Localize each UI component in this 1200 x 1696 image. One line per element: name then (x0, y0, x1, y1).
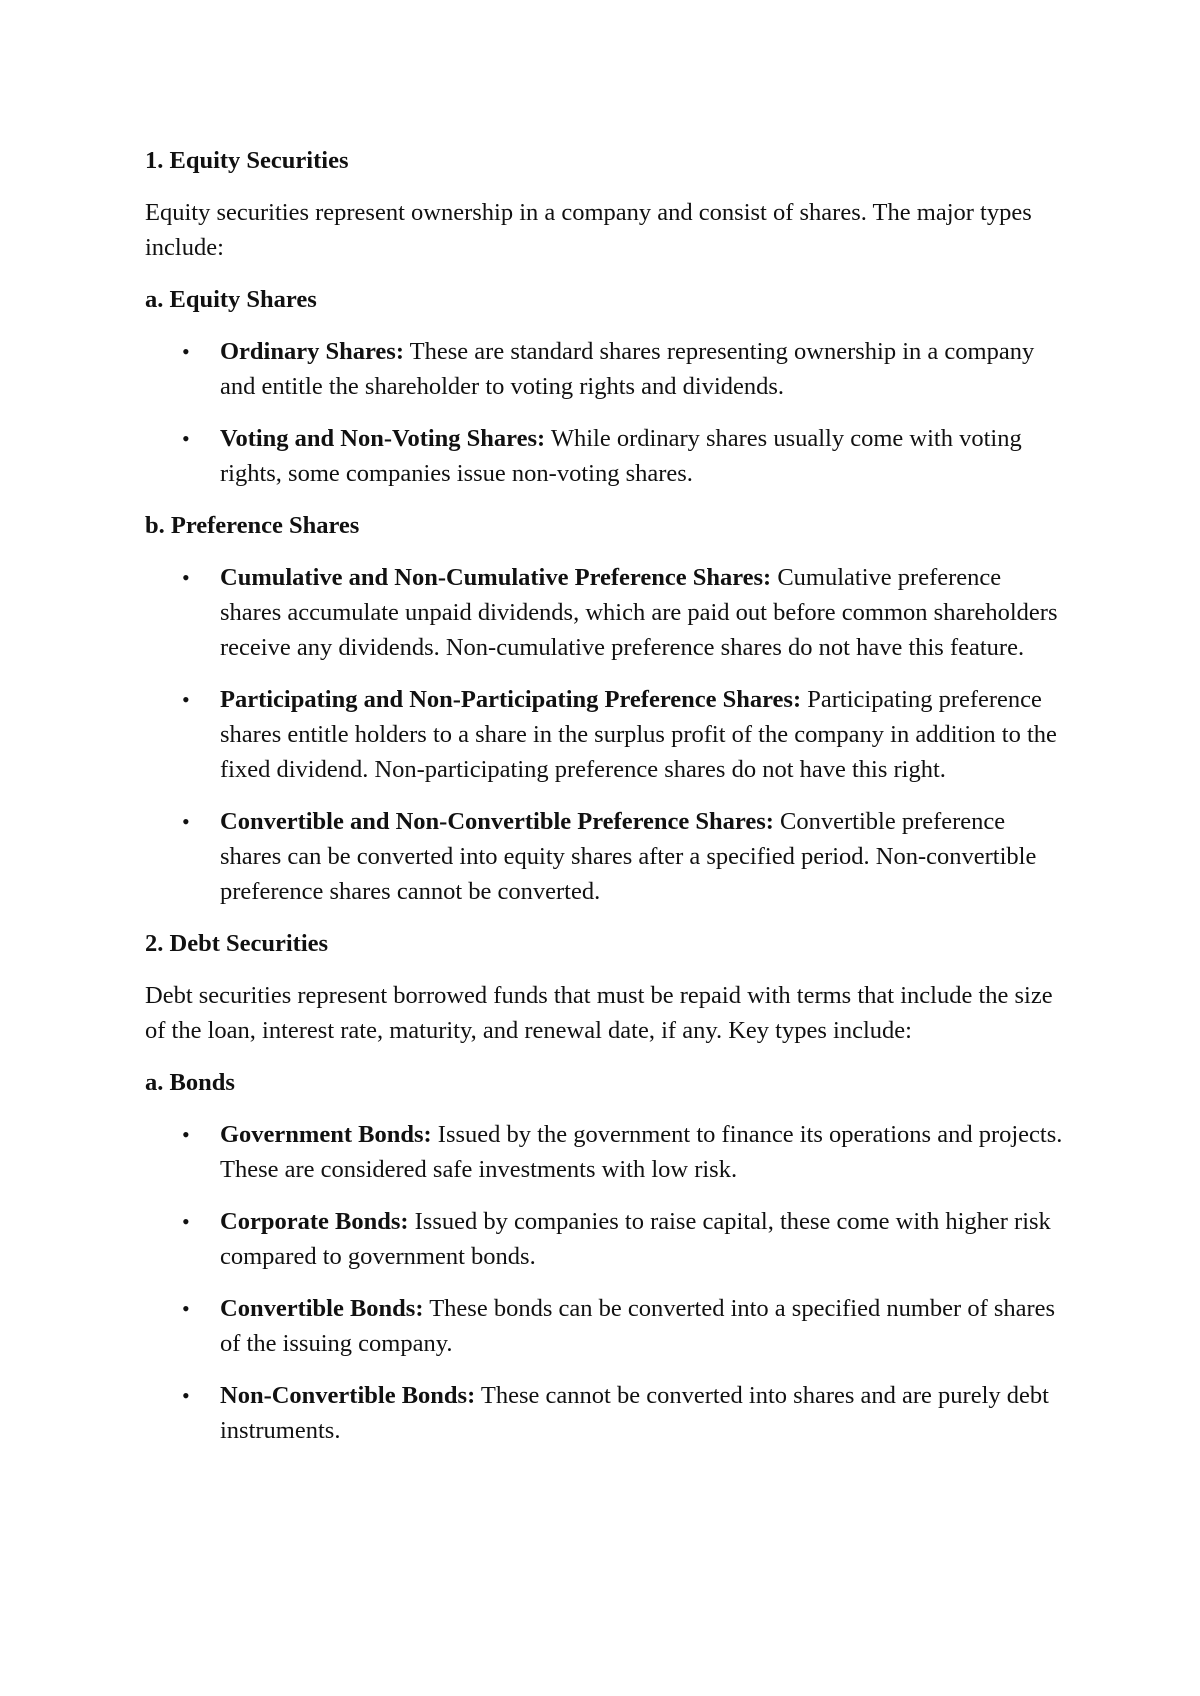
item-text: Participating preference shares entitle holders to a share in the surplus profit of the company in addition to the fixed dividend. Non-participating preference shares do not have this right. (220, 686, 1057, 783)
bullet-icon: • (182, 1383, 190, 1408)
subsection-heading: b. Preference Shares (145, 512, 360, 539)
item-text: Issued by companies to raise capital, these come with higher risk compared to government bonds. (220, 1208, 1051, 1270)
list-item (145, 421, 1065, 491)
item-text: While ordinary shares usually come with voting rights, some companies issue non-voting shares. (220, 425, 1022, 487)
list-item (145, 1291, 1065, 1361)
subsection-heading: a. Equity Shares (145, 286, 317, 313)
list-item (145, 1378, 1065, 1448)
bullet-icon: • (182, 426, 190, 451)
bullet-icon: • (182, 1122, 190, 1147)
item-term: Voting and Non-Voting Shares: (220, 425, 546, 452)
item-text: Issued by the government to finance its operations and projects. These are considered safe investments with low risk. (220, 1121, 1063, 1183)
item-term: Convertible Bonds: (220, 1295, 424, 1322)
section-heading: 2. Debt Securities (145, 930, 329, 957)
item-term: Corporate Bonds: (220, 1208, 409, 1235)
list-item (145, 334, 1065, 404)
bullet-icon: • (182, 687, 190, 712)
item-term: Non-Convertible Bonds: (220, 1382, 476, 1409)
list-item (145, 682, 1065, 787)
item-term: Convertible and Non-Convertible Preference Shares: (220, 808, 774, 835)
item-term: Government Bonds: (220, 1121, 432, 1148)
bullet-icon: • (182, 809, 190, 834)
document-page (145, 143, 1065, 1465)
item-text: Convertible preference shares can be converted into equity shares after a specified period. Non-convertible preference shares cannot be converted. (220, 808, 1037, 905)
item-text: These are standard shares representing ownership in a company and entitle the shareholder to voting rights and dividends. (220, 338, 1035, 400)
list-item (145, 1204, 1065, 1274)
bullet-list (145, 1117, 1065, 1448)
bullet-icon: • (182, 1296, 190, 1321)
section-heading: 1. Equity Securities (145, 147, 349, 174)
item-term: Cumulative and Non-Cumulative Preference Shares: (220, 564, 772, 591)
list-item (145, 1117, 1065, 1187)
item-term: Participating and Non-Participating Preference Shares: (220, 686, 802, 713)
item-term: Ordinary Shares: (220, 338, 404, 365)
bullet-icon: • (182, 339, 190, 364)
bullet-icon: • (182, 565, 190, 590)
item-text: These cannot be converted into shares and are purely debt instruments. (220, 1382, 1049, 1444)
list-item (145, 560, 1065, 665)
bullet-list (145, 560, 1065, 909)
item-text: Cumulative preference shares accumulate unpaid dividends, which are paid out before common shareholders receive any dividends. Non-cumulative preference shares do not have this feature. (220, 564, 1058, 661)
section-intro: Equity securities represent ownership in a company and consist of shares. The major types include: (145, 199, 1032, 261)
subsection-heading: a. Bonds (145, 1069, 235, 1096)
bullet-list (145, 334, 1065, 491)
list-item (145, 804, 1065, 909)
section-intro: Debt securities represent borrowed funds that must be repaid with terms that include the size of the loan, interest rate, maturity, and renewal date, if any. Key types include: (145, 982, 1053, 1044)
bullet-icon: • (182, 1209, 190, 1234)
item-text: These bonds can be converted into a specified number of shares of the issuing company. (220, 1295, 1056, 1357)
